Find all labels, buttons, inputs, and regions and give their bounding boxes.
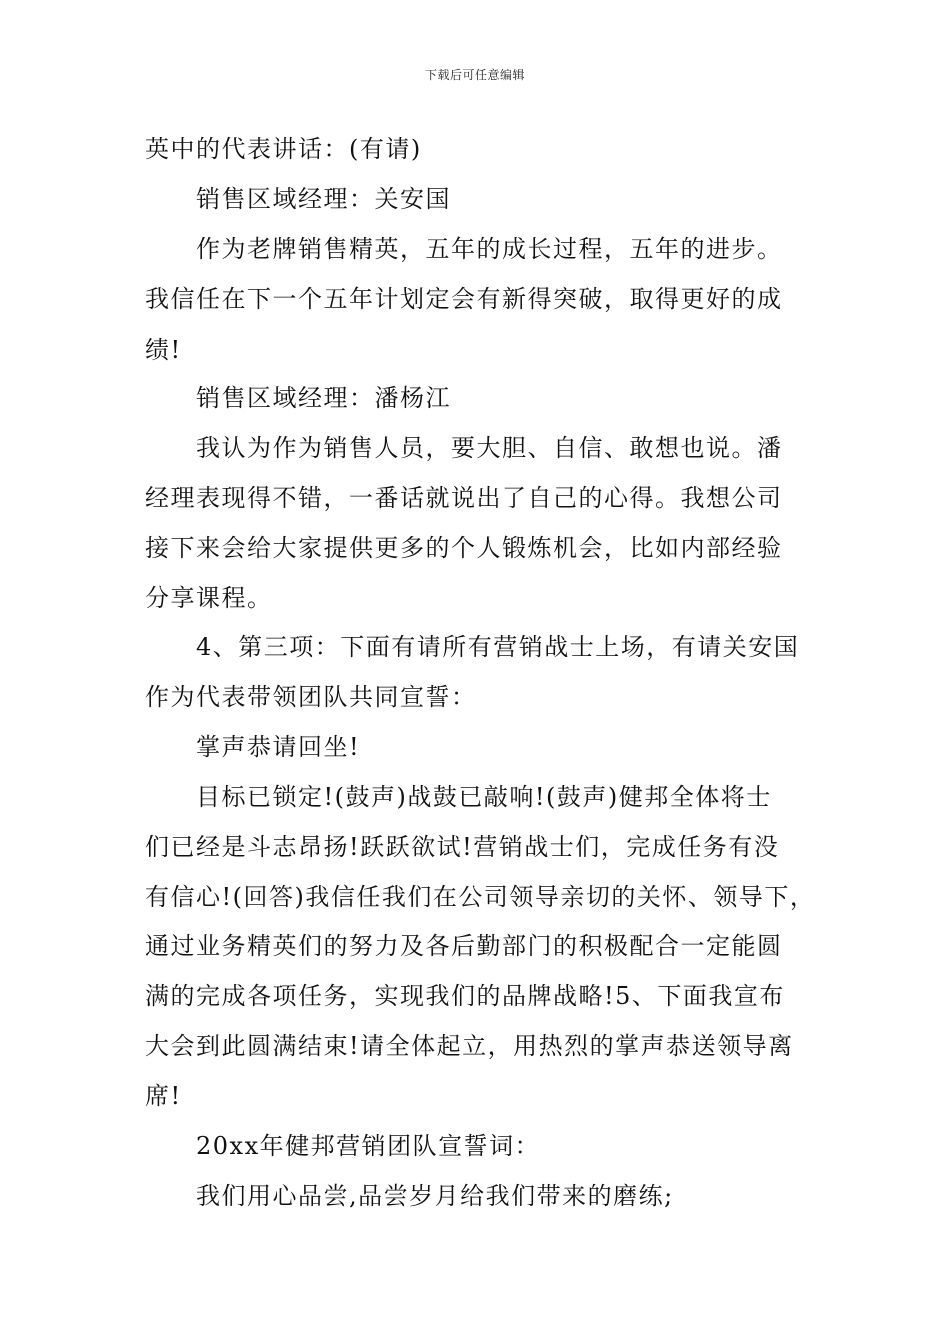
text-line: 们已经是斗志昂扬!跃跃欲试!营销战士们，完成任务有没 — [145, 833, 780, 861]
text-line: 通过业务精英们的努力及各后勤部门的积极配合一定能圆 — [145, 932, 783, 960]
text-line: 4、第三项：下面有请所有营销战士上场，有请关安国 — [196, 633, 800, 661]
text-line: 大会到此圆满结束!请全体起立，用热烈的掌声恭送领导离 — [145, 1032, 794, 1060]
text-line: 英中的代表讲话：(有请) — [145, 135, 422, 163]
text-line: 有信心!(回答)我信任我们在公司领导亲切的关怀、领导下， — [145, 883, 816, 911]
text-line: 掌声恭请回坐! — [196, 733, 361, 761]
text-line: 分享课程。 — [145, 584, 273, 612]
text-line: 我认为作为销售人员，要大胆、自信、敢想也说。潘 — [196, 434, 783, 462]
text-line: 销售区域经理：潘杨江 — [196, 384, 451, 412]
text-line: 接下来会给大家提供更多的个人锻炼机会，比如内部经验 — [145, 534, 783, 562]
text-line: 我信任在下一个五年计划定会有新得突破，取得更好的成 — [145, 285, 783, 313]
text-line: 经理表现得不错，一番话就说出了自己的心得。我想公司 — [145, 484, 783, 512]
text-line: 作为代表带领团队共同宣誓： — [145, 683, 477, 711]
text-line: 满的完成各项任务，实现我们的品牌战略!5、下面我宣布 — [145, 982, 785, 1010]
text-line: 我们用心品尝,品尝岁月给我们带来的磨练; — [196, 1182, 674, 1210]
text-line: 作为老牌销售精英，五年的成长过程，五年的进步。 — [196, 235, 783, 263]
text-line: 20xx年健邦营销团队宣誓词： — [196, 1132, 541, 1160]
text-line: 销售区域经理：关安国 — [196, 185, 451, 213]
text-line: 目标已锁定!(鼓声)战鼓已敲响!(鼓声)健邦全体将士 — [196, 783, 772, 811]
page-header-note: 下载后可任意编辑 — [424, 68, 525, 82]
text-line: 绩! — [145, 336, 182, 364]
text-line: 席! — [145, 1082, 182, 1110]
